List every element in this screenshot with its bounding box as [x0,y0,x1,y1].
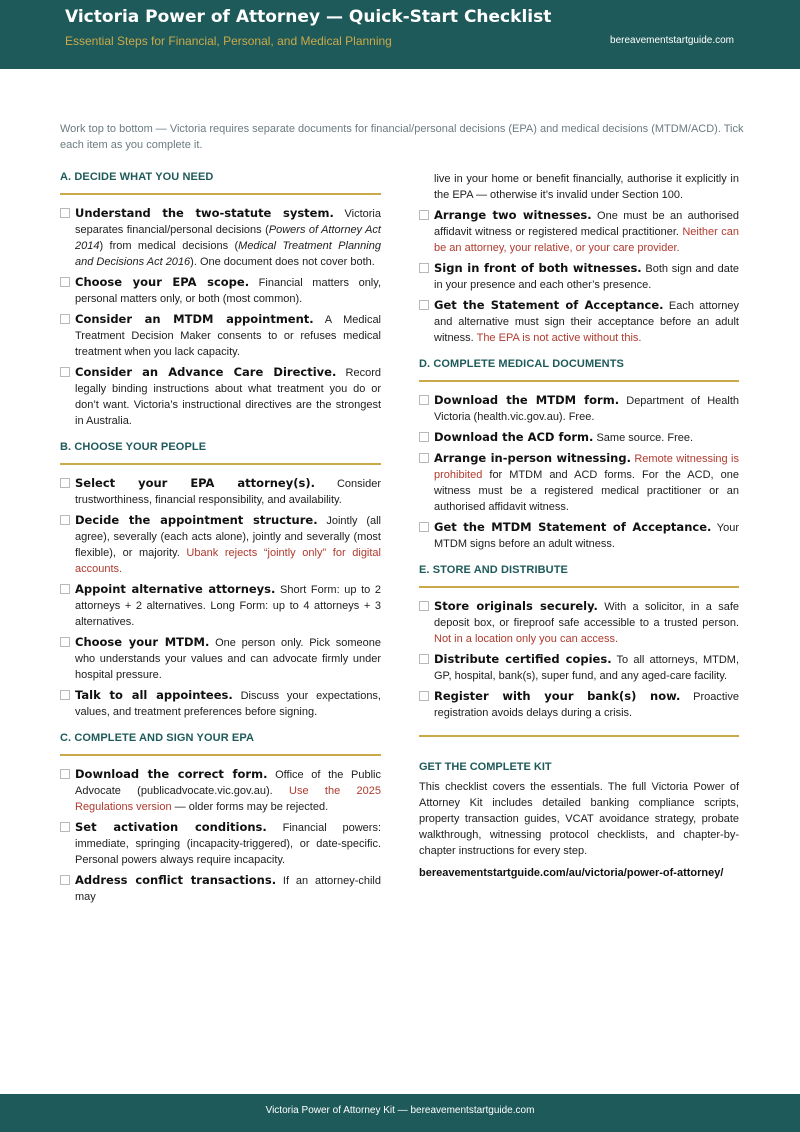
checkbox[interactable] [419,300,429,310]
page-title: Victoria Power of Attorney — Quick-Start Checklist [65,7,552,27]
warning-text: Neither can be an attorney, your relative, or your care provider. [434,226,739,254]
section-b [60,441,381,720]
checklist-item: Address conflict transactions. If an attorney-child may [60,872,381,905]
checklist-item: Arrange in-person witnessing. Remote witnessing is prohibited for MTDM and ACD forms. For the ACD, one witness must be a registered medical practitioner or an authorised affidavit witness. [419,450,739,515]
checklist-item: Talk to all appointees. Discuss your expectations, values, and treatment preferences before signing. [60,687,381,720]
checklist-item: Sign in front of both witnesses. Both sign and date in your presence and each other’s presence. [419,260,739,293]
checklist-item: Select your EPA attorney(s). Consider trustworthiness, financial responsibility, and availability. [60,475,381,508]
warning-text: Not in a location only you can access. [434,633,619,645]
warning-text: Use the 2025 Regulations version [75,785,382,813]
warning-text: The EPA is not active without this. [476,332,642,344]
section-title: E. STORE AND DISTRIBUTE [419,564,739,588]
checkbox[interactable] [419,263,429,273]
checklist-item: Get the Statement of Acceptance. Each attorney and alternative must sign their acceptance before an adult witness. The EPA is not active without this. [419,297,739,346]
checkbox[interactable] [60,637,70,647]
checklist-item: Download the correct form. Office of the Public Advocate (publicadvocate.vic.gov.au). Use the 2025 Regulations version — older forms may be rejected. [60,766,381,815]
section-title: C. COMPLETE AND SIGN YOUR EPA [60,732,381,756]
checklist-item: Get the MTDM Statement of Acceptance. Your MTDM signs before an adult witness. [419,519,739,552]
checklist-item: Consider an MTDM appointment. A Medical Treatment Decision Maker consents to or refuses medical treatment when you lack capacity. [60,311,381,360]
header-site-link[interactable]: bereavementstartguide.com [610,35,734,46]
divider [419,735,739,737]
checkbox[interactable] [60,875,70,885]
checkbox[interactable] [419,654,429,664]
checkbox[interactable] [60,515,70,525]
checkbox[interactable] [60,208,70,218]
kit-title: GET THE COMPLETE KIT [419,761,552,773]
checkbox[interactable] [60,478,70,488]
right-column [419,171,739,879]
checkbox[interactable] [419,453,429,463]
warning-text: Ubank rejects “jointly only” for digital accounts. [75,547,381,575]
section-c [60,732,381,905]
checkbox[interactable] [60,314,70,324]
kit-description: This checklist covers the essentials. The full Victoria Power of Attorney Kit includes detailed banking compliance scripts, property transaction guides, VCAT avoidance strategy, probate walkthrough, witnessing protocol checklists, and chapter-by-chapter instructions for every step. [419,781,739,857]
checklist-item: Download the MTDM form. Department of Health Victoria (health.vic.gov.au). Free. [419,392,739,425]
checklist-item: Consider an Advance Care Directive. Record legally binding instructions about what treatment you do or don’t want. Victoria’s instructional directives are the strongest in Australia. [60,364,381,429]
checkbox[interactable] [60,769,70,779]
section-a [60,171,381,429]
checkbox[interactable] [419,395,429,405]
kit-link[interactable]: bereavementstartguide.com/au/victoria/power-of-attorney/ [419,867,724,879]
page-header [0,0,800,69]
checklist-item: Choose your EPA scope. Financial matters only, personal matters only, or both (most common). [60,274,381,307]
page-footer: Victoria Power of Attorney Kit — bereavementstartguide.com [0,1094,800,1132]
checkbox[interactable] [419,432,429,442]
checkbox[interactable] [419,210,429,220]
checklist-item: Arrange two witnesses. One must be an authorised affidavit witness or registered medical practitioner. Neither can be an attorney, your relative, or your care provider. [419,207,739,256]
checklist-item: Register with your bank(s) now. Proactive registration avoids delays during a crisis. [419,688,739,721]
section-c-continued [419,171,739,346]
warning-text: Remote witnessing is prohibited [434,453,739,481]
checkbox[interactable] [60,584,70,594]
section-title: B. CHOOSE YOUR PEOPLE [60,441,381,465]
checkbox[interactable] [419,522,429,532]
checklist-item: Decide the appointment structure. Jointly (all agree), severally (each acts alone), jointly and severally (most flexible), or majority. Ubank rejects “jointly only” for digital accounts. [60,512,381,577]
checklist-item: Distribute certified copies. To all attorneys, MTDM, GP, hospital, bank(s), super fund, and any aged-care facility. [419,651,739,684]
left-column [60,171,381,917]
checkbox[interactable] [60,367,70,377]
section-title: D. COMPLETE MEDICAL DOCUMENTS [419,358,739,382]
page-subtitle: Essential Steps for Financial, Personal, and Medical Planning [65,34,392,48]
checklist-item: Choose your MTDM. One person only. Pick someone who understands your values and can advocate firmly under hospital pressure. [60,634,381,683]
section-d [419,358,739,552]
checklist-item: Download the ACD form. Same source. Free. [419,429,739,446]
checklist-item: Understand the two-statute system. Victoria separates financial/personal decisions (Powers of Attorney Act 2014) from medical decisions (Medical Treatment Planning and Decisions Act 2016). One document does not cover both. [60,205,381,270]
section-e [419,564,739,721]
section-title: A. DECIDE WHAT YOU NEED [60,171,381,195]
checklist-item: Appoint alternative attorneys. Short Form: up to 2 attorneys + 2 alternatives. Long Form: up to 4 attorneys + 3 alternatives. [60,581,381,630]
checklist-item: Set activation conditions. Financial powers: immediate, springing (incapacity-triggered), or date-specific. Personal powers always require incapacity. [60,819,381,868]
checkbox[interactable] [60,277,70,287]
item-continuation: live in your home or benefit financially, authorise it explicitly in the EPA — otherwise it’s invalid under Section 100. [434,173,739,201]
checkbox[interactable] [419,691,429,701]
intro-text: Work top to bottom — Victoria requires separate documents for financial/personal decisions (EPA) and medical decisions (MTDM/ACD). Tick each item as you complete it. [60,123,744,151]
checkbox[interactable] [60,822,70,832]
checklist-item: Store originals securely. With a solicitor, in a safe deposit box, or fireproof safe accessible to a trusted person. Not in a location only you can access. [419,598,739,647]
checkbox[interactable] [419,601,429,611]
checkbox[interactable] [60,690,70,700]
